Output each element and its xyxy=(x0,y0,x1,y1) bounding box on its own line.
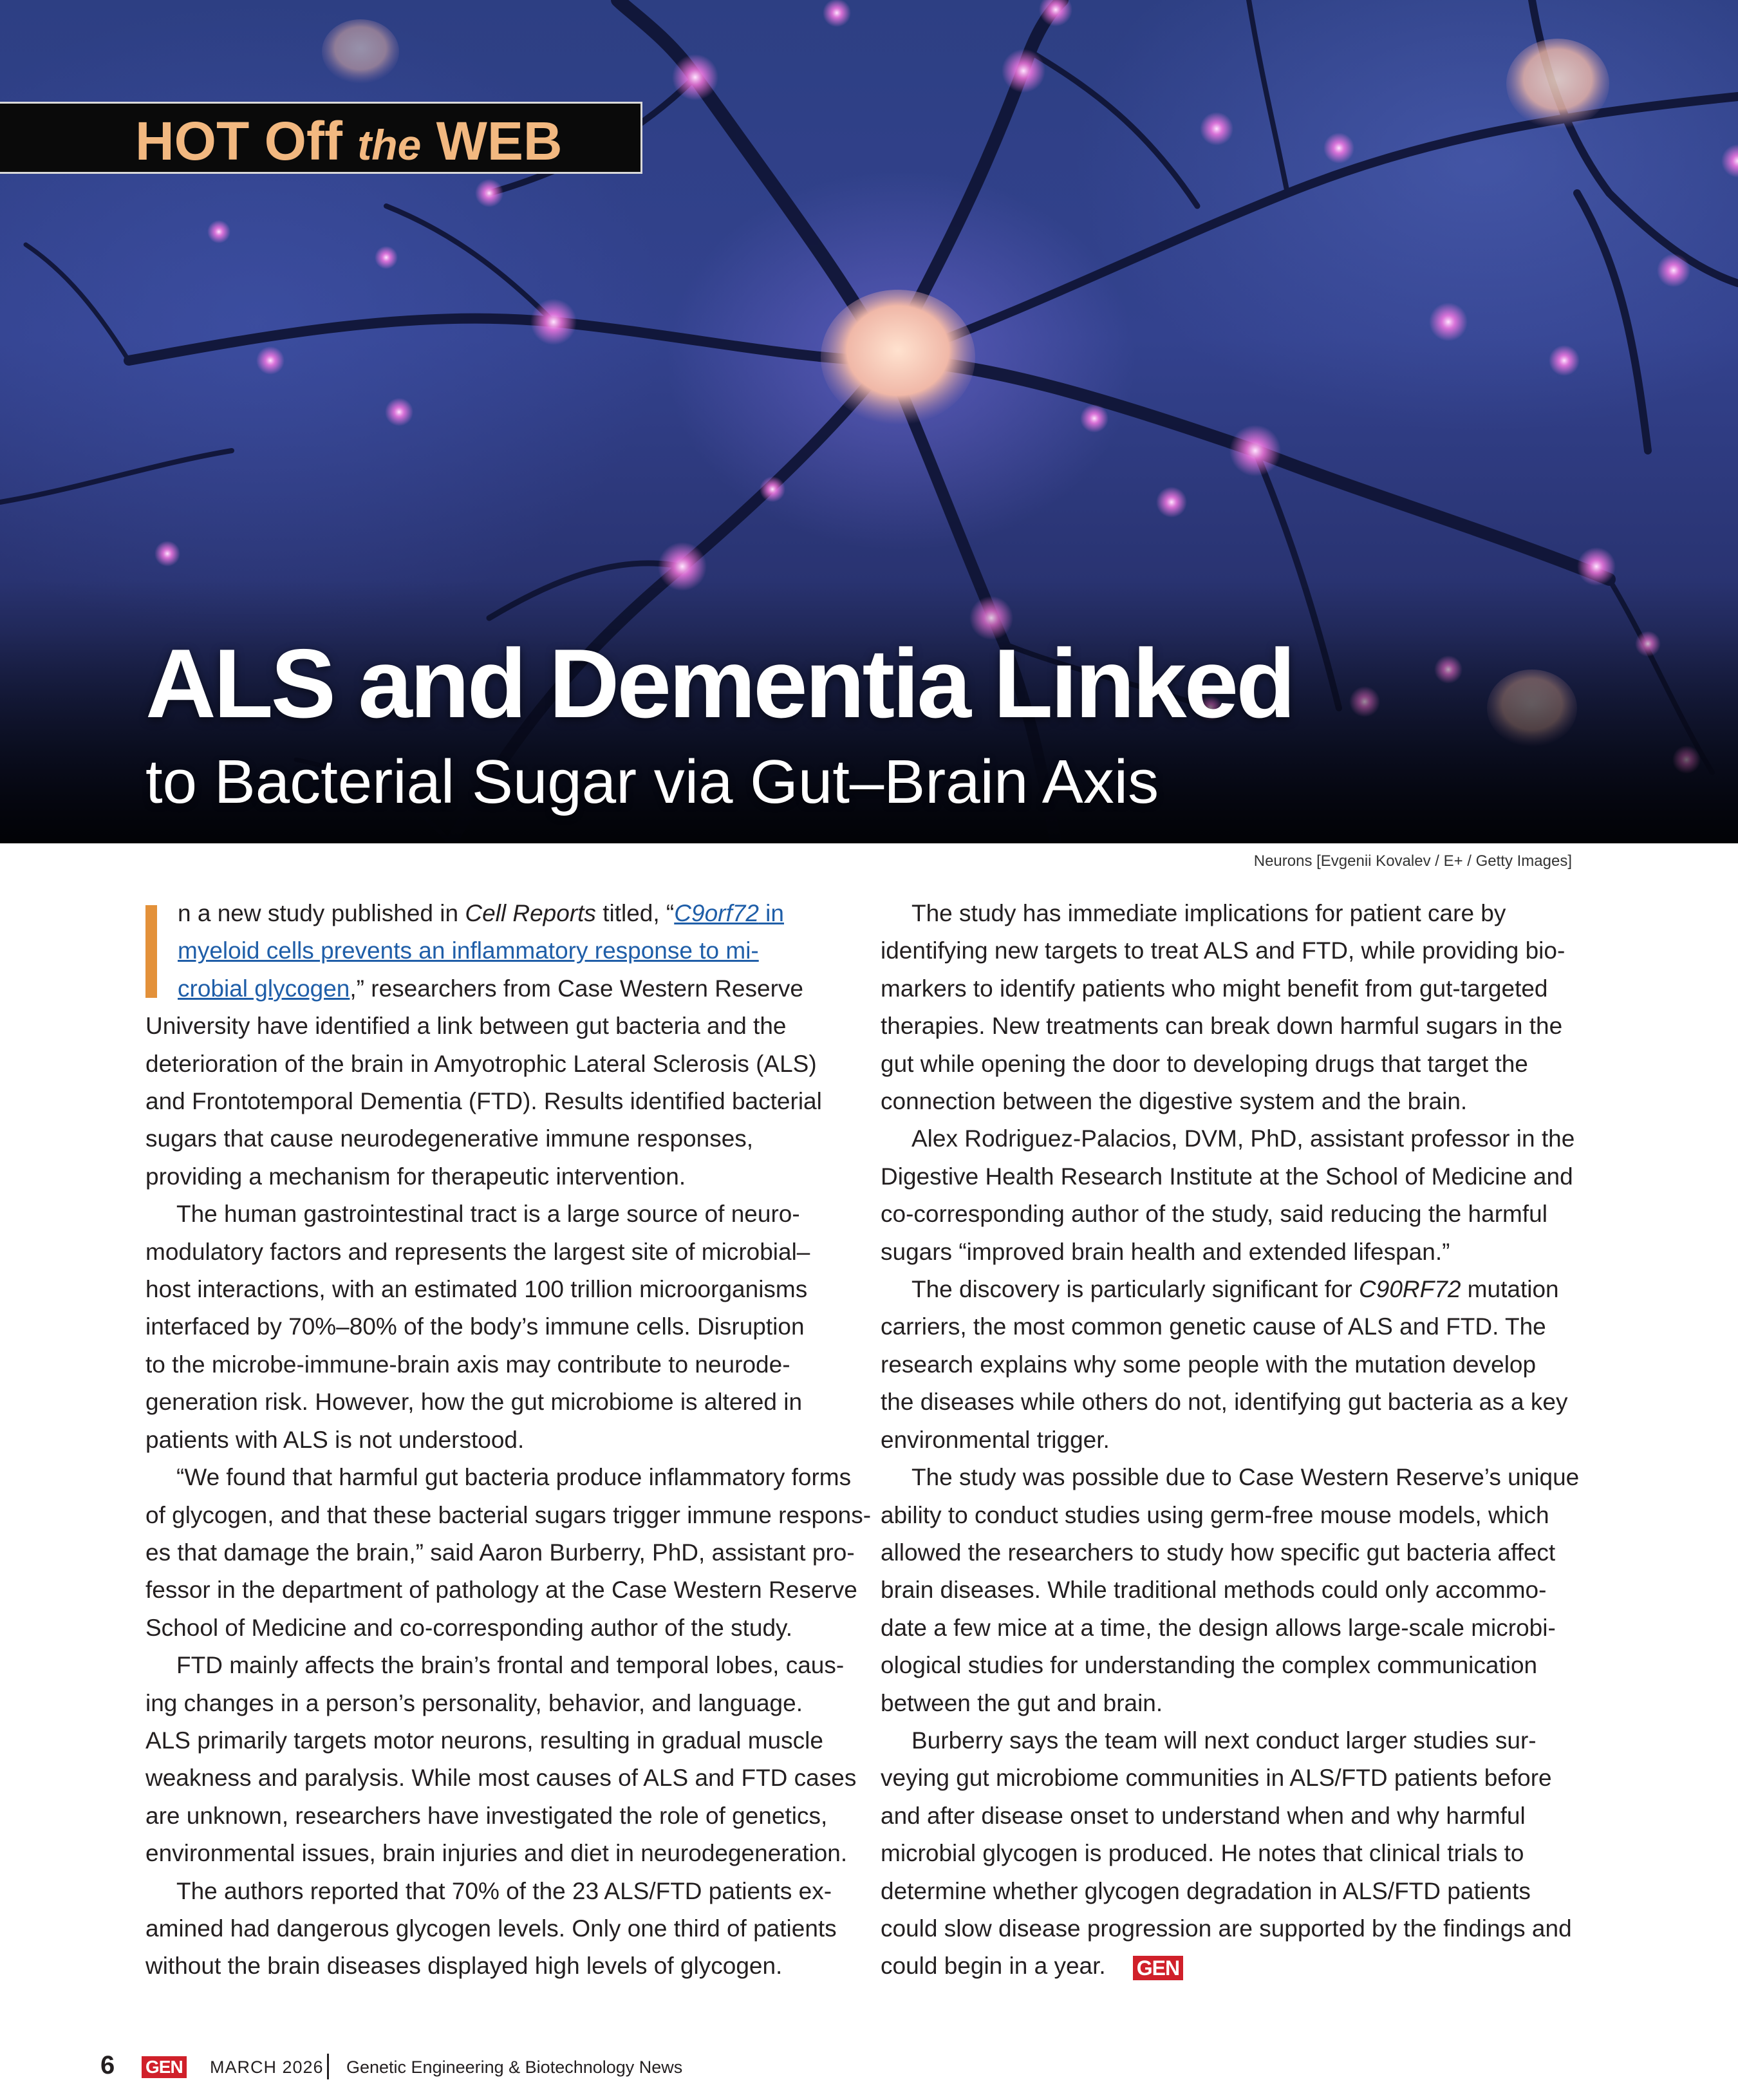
text-line: and after disease onset to understand when and why harmful xyxy=(881,1802,1526,1829)
section-tag xyxy=(0,102,642,174)
gen-end-mark-logo: GEN xyxy=(1133,1956,1183,1980)
text-line: connection between the digestive system and the brain. xyxy=(881,1088,1468,1115)
hero-image xyxy=(0,0,1738,843)
text-line: University have identified a link between gut bacteria and the xyxy=(145,1013,787,1040)
text-line: generation risk. However, how the gut microbiome is altered in xyxy=(145,1389,803,1416)
text-line: of glycogen, and that these bacterial sugars trigger immune respons- xyxy=(145,1501,872,1528)
study-link[interactable]: crobial glycogen xyxy=(178,975,350,1002)
text-line: sugars that cause neurodegenerative immune responses, xyxy=(145,1125,754,1152)
text-line: n a new study published in Cell Reports titled, “C9orf72 in xyxy=(178,900,784,926)
text-line: brain diseases. While traditional methods could only accommo- xyxy=(881,1577,1547,1604)
text-line: identifying new targets to treat ALS and FTD, while providing bio- xyxy=(881,937,1565,964)
text-line: The discovery is particularly significant for C90RF72 mutation xyxy=(911,1276,1559,1303)
text-line: gut while opening the door to developing drugs that target the xyxy=(881,1050,1528,1077)
section-tag-text: HOT Off the WEB xyxy=(135,111,563,171)
text-line: sugars “improved brain health and extended lifespan.” xyxy=(881,1238,1450,1265)
text-line: ALS primarily targets motor neurons, resulting in gradual muscle xyxy=(145,1727,823,1754)
text-line: Alex Rodriguez-Palacios, DVM, PhD, assistant professor in the xyxy=(911,1125,1575,1152)
subheadline: to Bacterial Sugar via Gut–Brain Axis xyxy=(145,747,1159,816)
text-line: determine whether glycogen degradation in ALS/FTD patients xyxy=(881,1877,1531,1904)
text-line: ological studies for understanding the complex communication xyxy=(881,1652,1538,1679)
article-right-column xyxy=(881,895,1580,1985)
study-link[interactable]: myeloid cells prevents an inflammatory response to mi- xyxy=(178,937,759,964)
text-line: between the gut and brain. xyxy=(881,1689,1163,1716)
text-line: carriers, the most common genetic cause of ALS and FTD. The xyxy=(881,1313,1546,1340)
publication-name: Genetic Engineering & Biotechnology News xyxy=(346,2058,683,2077)
article-left-column xyxy=(145,895,872,1985)
text-line: ing changes in a person’s personality, behavior, and language. xyxy=(145,1689,803,1716)
text-line: allowed the researchers to study how specific gut bacteria affect xyxy=(881,1539,1556,1566)
text-line: patients with ALS is not understood. xyxy=(145,1426,525,1453)
text-line: environmental trigger. xyxy=(881,1426,1110,1453)
text-line: date a few mice at a time, the design allows large-scale microbi- xyxy=(881,1614,1556,1641)
text-line: therapies. New treatments can break down harmful sugars in the xyxy=(881,1013,1563,1040)
text-line: the diseases while others do not, identifying gut bacteria as a key xyxy=(881,1389,1568,1416)
text-line: could slow disease progression are supported by the findings and xyxy=(881,1915,1572,1942)
text-line: weakness and paralysis. While most causes of ALS and FTD cases xyxy=(145,1765,857,1792)
text-line: interfaced by 70%–80% of the body’s immune cells. Disruption xyxy=(145,1313,805,1340)
text-line: “We found that harmful gut bacteria produce inflammatory forms xyxy=(176,1464,852,1491)
page-number: 6 xyxy=(100,2051,115,2079)
text-line: without the brain diseases displayed high levels of glycogen. xyxy=(145,1953,783,1980)
text-line: host interactions, with an estimated 100 trillion microorganisms xyxy=(145,1276,808,1303)
issue-date: MARCH 2026 xyxy=(210,2058,324,2077)
text-line: The study has immediate implications for patient care by xyxy=(911,900,1506,926)
text-line: providing a mechanism for therapeutic intervention. xyxy=(145,1163,686,1190)
text-line: co-corresponding author of the study, said reducing the harmful xyxy=(881,1201,1547,1228)
text-line: deterioration of the brain in Amyotrophic Lateral Sclerosis (ALS) xyxy=(145,1050,817,1077)
text-line: es that damage the brain,” said Aaron Burberry, PhD, assistant pro- xyxy=(145,1539,855,1566)
gen-footer-logo: GEN xyxy=(142,2056,187,2078)
text-line: The authors reported that 70% of the 23 ALS/FTD patients ex- xyxy=(176,1877,832,1904)
text-line: markers to identify patients who might benefit from gut-targeted xyxy=(881,975,1548,1002)
study-link[interactable]: C9orf72 in xyxy=(674,900,784,926)
photo-credit: Neurons [Evgenii Kovalev / E+ / Getty Images] xyxy=(1253,852,1572,870)
text-line: The human gastrointestinal tract is a large source of neuro- xyxy=(176,1201,800,1228)
text-line: microbial glycogen is produced. He notes that clinical trials to xyxy=(881,1840,1524,1867)
text-line: and Frontotemporal Dementia (FTD). Results identified bacterial xyxy=(145,1088,822,1115)
text-line: are unknown, researchers have investigated the role of genetics, xyxy=(145,1802,828,1829)
text-line: environmental issues, brain injuries and diet in neurodegeneration. xyxy=(145,1840,848,1867)
text-line: ability to conduct studies using germ-free mouse models, which xyxy=(881,1501,1549,1528)
text-line: could begin in a year. GEN xyxy=(881,1947,1574,1985)
text-line: modulatory factors and represents the largest site of microbial– xyxy=(145,1238,810,1265)
text-line: crobial glycogen,” researchers from Case Western Reserve xyxy=(178,975,803,1002)
text-line: veying gut microbiome communities in ALS/FTD patients before xyxy=(881,1765,1552,1792)
text-line: fessor in the department of pathology at the Case Western Reserve xyxy=(145,1577,857,1604)
text-line: School of Medicine and co-corresponding author of the study. xyxy=(145,1614,793,1641)
text-line: research explains why some people with the mutation develop xyxy=(881,1351,1537,1378)
footer-divider xyxy=(327,2054,329,2079)
text-line: amined had dangerous glycogen levels. Only one third of patients xyxy=(145,1915,837,1942)
headline: ALS and Dementia Linked xyxy=(145,629,1293,738)
text-line: The study was possible due to Case Western Reserve’s unique xyxy=(911,1464,1580,1491)
text-line xyxy=(145,932,839,970)
text-line: to the microbe-immune-brain axis may contribute to neurode- xyxy=(145,1351,790,1378)
text-line: FTD mainly affects the brain’s frontal and temporal lobes, caus- xyxy=(176,1652,845,1679)
text-line: Burberry says the team will next conduct larger studies sur- xyxy=(911,1727,1537,1754)
text-line: Digestive Health Research Institute at the School of Medicine and xyxy=(881,1163,1573,1190)
